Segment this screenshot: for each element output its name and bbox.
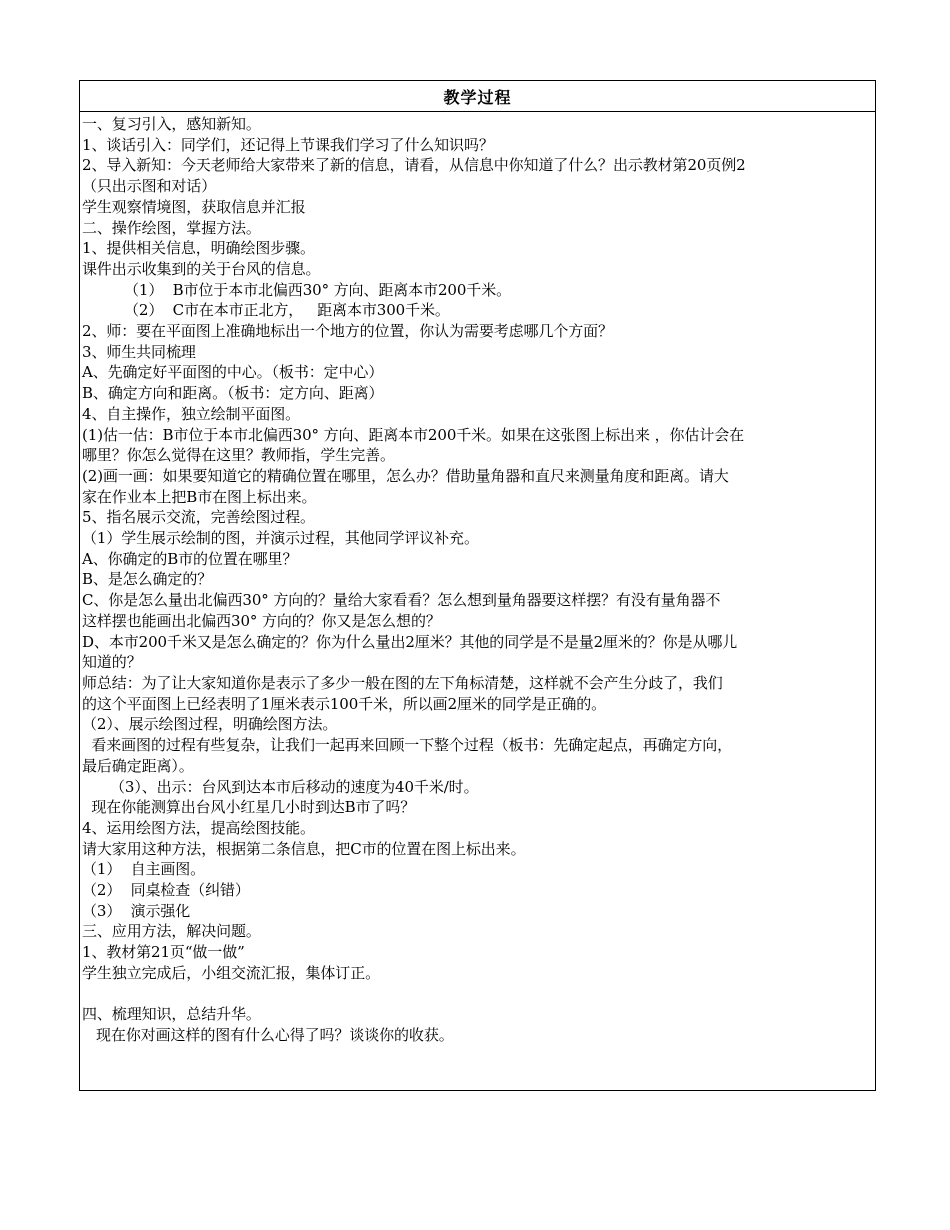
content-line <box>82 984 873 1005</box>
content-line: 师总结：为了让大家知道你是表示了多少一般在图的左下角标清楚，这样就不会产生分歧了，我们 <box>82 673 723 692</box>
content-line: 看来画图的过程有些复杂，让我们一起再来回顾一下整个过程（板书：先确定起点，再确定方向， <box>82 736 733 755</box>
content-line: （只出示图和对话） <box>82 177 217 196</box>
content-line: A、你确定的B市的位置在哪里？ <box>82 549 298 568</box>
content-line: （2） C市在本市正北方， 距离本市300千米。 <box>124 301 450 320</box>
content-line: 2、导入新知：今天老师给大家带来了新的信息，请看，从信息中你知道了什么？出示教材第20页例2 <box>82 156 746 175</box>
content-line: （3） 演示强化 <box>82 901 191 920</box>
content-line: 知道的？ <box>82 653 142 672</box>
content-line: 4、运用绘图方法，提高绘图技能。 <box>82 818 315 837</box>
content-line: 四、梳理知识，总结升华。 <box>82 1005 261 1024</box>
content-line: (2)画一画：如果要知道它的精确位置在哪里，怎么办？借助量角器和直尺来测量角度和距离。请大 <box>82 466 729 485</box>
content-line: （2） 同桌检查（纠错） <box>82 881 250 900</box>
content-line: D、本市200千米又是怎么确定的？你为什么量出2厘米？其他的同学是不是量2厘米的？你是从哪儿 <box>82 632 738 651</box>
table-header-title: 教学过程 <box>80 81 875 112</box>
content-line: 1、谈话引入：同学们，还记得上节课我们学习了什么知识吗？ <box>82 135 494 154</box>
content-line: 课件出示收集到的关于台风的信息。 <box>82 259 321 278</box>
content-line: 二、操作绘图，掌握方法。 <box>82 218 261 237</box>
content-line: 1、教材第21页“做一做” <box>82 943 245 962</box>
content-line: 4、自主操作，独立绘制平面图。 <box>82 404 301 423</box>
content-line: (1)估一估：B市位于本市北偏西30° 方向、距离本市200千米。如果在这张图上标出来 ，你估计会在 <box>82 425 745 444</box>
lesson-plan-table <box>79 80 876 1091</box>
content-line: 1、提供相关信息，明确绘图步骤。 <box>82 239 315 258</box>
content-line: 哪里？你怎么觉得在这里？教师指，学生完善。 <box>82 446 395 465</box>
content-line: 一、复习引入，感知新知。 <box>82 115 261 133</box>
content-line: 学生独立完成后，小组交流汇报，集体订正。 <box>82 963 381 982</box>
content-line: 家在作业本上把B市在图上标出来。 <box>82 487 317 506</box>
content-line: （1）学生展示绘制的图，并演示过程，其他同学评议补充。 <box>82 529 479 548</box>
content-line: 5、指名展示交流，完善绘图过程。 <box>82 508 315 527</box>
content-line: （1） B市位于本市北偏西30° 方向、距离本市200千米。 <box>124 280 511 299</box>
content-line: 现在你对画这样的图有什么心得了吗？谈谈你的收获。 <box>82 1025 454 1044</box>
content-line: C、你是怎么量出北偏西30° 方向的？量给大家看看？怎么想到量角器要这样摆？有没有量角器不 <box>82 591 721 610</box>
content-line: （2）、展示绘图过程，明确绘图方法。 <box>82 715 338 734</box>
content-line: B、是怎么确定的？ <box>82 570 213 589</box>
content-line: 这样摆也能画出北偏西30° 方向的？你又是怎么想的？ <box>82 611 441 630</box>
content-line: 2、师：要在平面图上准确地标出一个地方的位置，你认为需要考虑哪几个方面？ <box>82 322 613 341</box>
content-line: （3）、出示：台风到达本市后移动的速度为40千米/时。 <box>110 777 479 796</box>
content-line: 最后确定距离）。 <box>82 756 194 775</box>
lesson-content <box>80 112 875 1046</box>
content-line: 现在你能测算出台风小红星几小时到达B市了吗？ <box>82 798 416 817</box>
content-line: A、先确定好平面图的中心。（板书：定中心） <box>82 363 384 382</box>
content-line: B、确定方向和距离。（板书：定方向、距离） <box>82 384 384 403</box>
content-line: （1） 自主画图。 <box>82 860 206 879</box>
content-line: 请大家用这种方法，根据第二条信息，把C市的位置在图上标出来。 <box>82 839 526 858</box>
content-line: 的这个平面图上已经表明了1厘米表示100千米，所以画2厘米的同学是正确的。 <box>82 694 607 713</box>
content-line: 3、师生共同梳理 <box>82 342 196 361</box>
content-line: 学生观察情境图，获取信息并汇报 <box>82 197 306 216</box>
content-line: 三、应用方法，解决问题。 <box>82 922 261 941</box>
